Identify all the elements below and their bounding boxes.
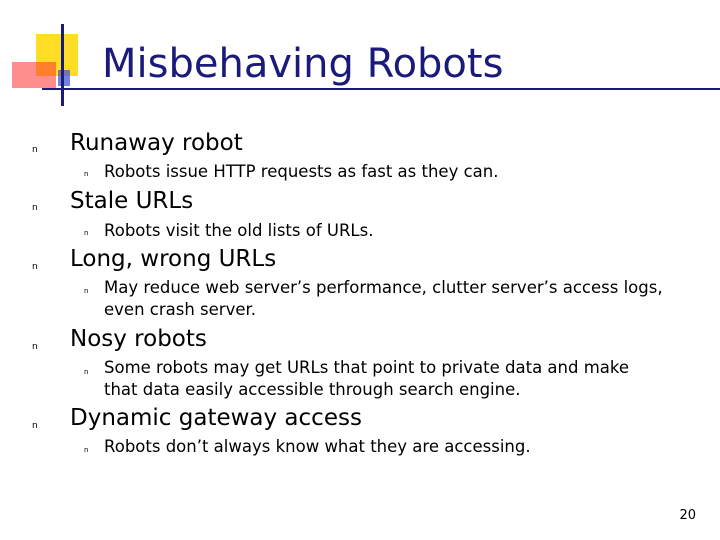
sub-bullet-dynamic-gateway-access: Robots don’t always know what they are accessing. <box>104 437 531 456</box>
sub-bullet-runaway-robot: Robots issue HTTP requests as fast as they can. <box>104 162 499 181</box>
bullet-long-wrong-urls: Long, wrong URLs <box>70 246 277 272</box>
bullet-nosy-robots: Nosy robots <box>70 326 207 352</box>
title-ornament-red-bar <box>12 62 56 88</box>
bullet-icon: n <box>32 145 38 155</box>
sub-bullet-stale-urls: Robots visit the old lists of URLs. <box>104 221 374 240</box>
sub-bullet-icon: n <box>84 446 89 454</box>
bullet-runaway-robot: Runaway robot <box>70 130 243 156</box>
sub-bullet-icon: n <box>84 170 89 178</box>
bullet-icon: n <box>32 203 38 213</box>
sub-bullet-icon: n <box>84 368 89 376</box>
bullet-stale-urls: Stale URLs <box>70 188 194 214</box>
sub-bullet-icon: n <box>84 229 89 237</box>
bullet-icon: n <box>32 262 38 272</box>
sub-bullet-icon: n <box>84 287 89 295</box>
slide-title: Misbehaving Robots <box>102 41 504 87</box>
bullet-icon: n <box>32 421 38 431</box>
title-ornament-vertical-line <box>61 24 64 106</box>
sub-bullet-long-wrong-urls: May reduce web server’s performance, clutter server’s access logs, even crash server. <box>104 278 663 319</box>
title-underline <box>42 88 720 90</box>
title-ornament-blue-square <box>58 70 70 86</box>
bullet-icon: n <box>32 342 38 352</box>
sub-bullet-nosy-robots: Some robots may get URLs that point to private data and make that data easily accessible through search engine. <box>104 358 630 399</box>
bullet-dynamic-gateway-access: Dynamic gateway access <box>70 405 362 431</box>
page-number: 20 <box>679 508 696 523</box>
